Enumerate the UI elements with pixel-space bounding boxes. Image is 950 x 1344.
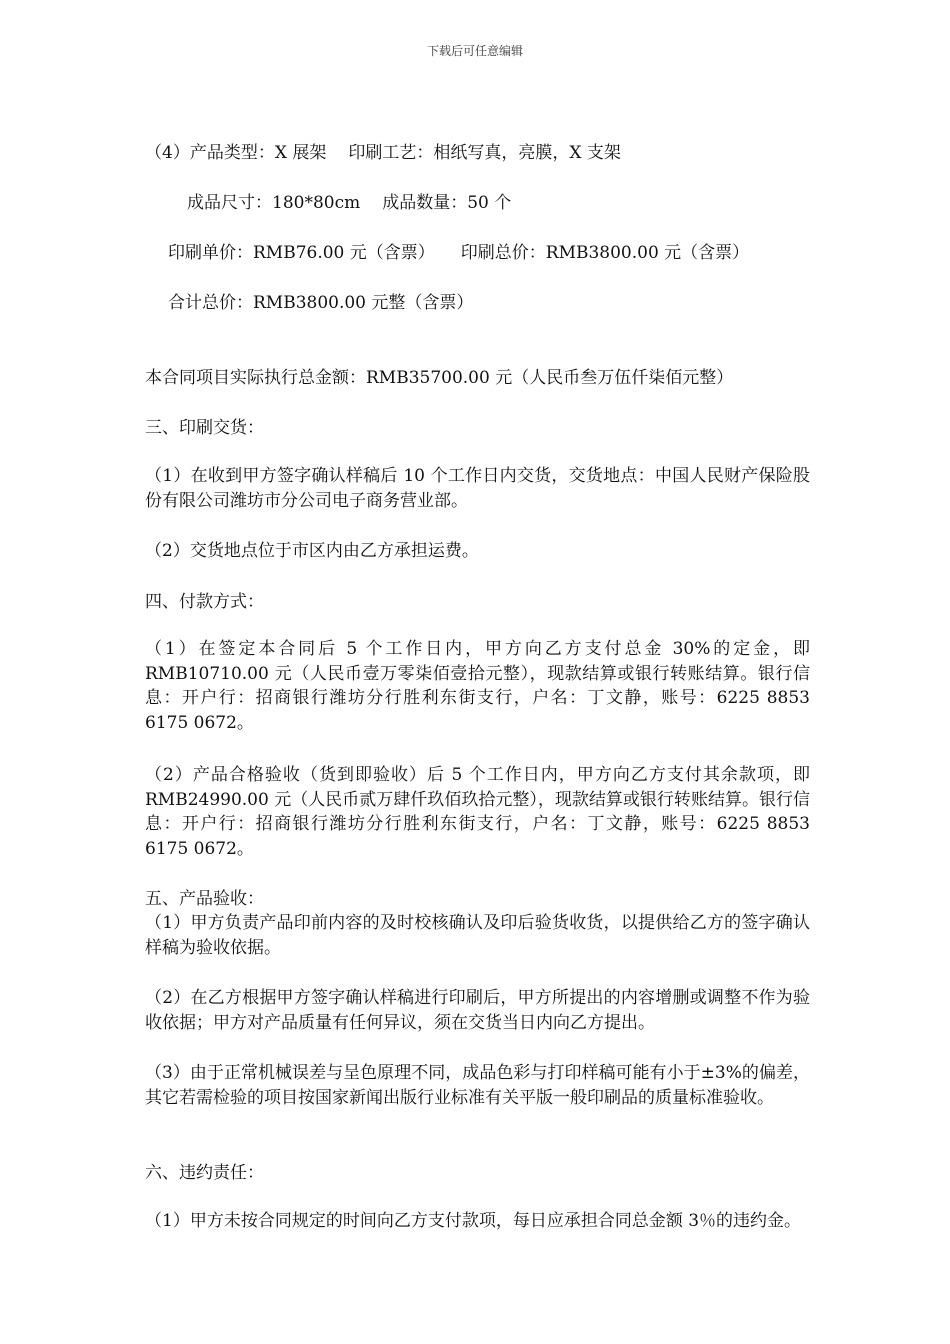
section5-p2: （2）在乙方根据甲方签字确认样稿进行印刷后，甲方所提出的内容增删或调整不作为验收依据；甲方对产品质量有任何异议，须在交货当日内向乙方提出。 <box>145 988 810 1033</box>
section5-p3: （3）由于正常机械误差与呈色原理不同，成品色彩与打印样稿可能有小于±3%的偏差，其它若需检验的项目按国家新闻出版行业标准有关平版一般印刷品的质量标准验收。 <box>145 1063 810 1108</box>
unit-price: 印刷单价：RMB76.00 元（含票） <box>168 243 435 263</box>
product-size: 成品尺寸：180*80cm <box>187 193 361 213</box>
page-header: 下载后可任意编辑 <box>426 44 523 58</box>
product4-sum-line: 合计总价：RMB3800.00 元整（含票） <box>168 293 474 313</box>
section3-p2: （2）交货地点位于市区内由乙方承担运费。 <box>145 541 479 561</box>
product4-price-line <box>168 241 838 266</box>
product-qty: 成品数量：50 个 <box>382 193 512 213</box>
product4-size-line <box>187 191 857 216</box>
section3-p1: （1）在收到甲方签字确认样稿后 10 个工作日内交货，交货地点：中国人民财产保险股份有限公司潍坊市分公司电子商务营业部。 <box>145 466 810 511</box>
product-type: （4）产品类型：X 展架 <box>145 143 327 163</box>
total-price: 印刷总价：RMB3800.00 元（含票） <box>460 243 750 263</box>
section4-p2: （2）产品合格验收（货到即验收）后 5 个工作日内，甲方向乙方支付其余款项，即 RMB24990.00 元（人民币贰万肆仟玖佰玖拾元整），现款结算或银行转账结算。银行信息：开户行：招商银行潍坊分行胜利东街支行，户名：丁文静，账号：6225 8853 6175 0672。 <box>145 765 810 859</box>
section6-title: 六、违约责任： <box>145 1163 264 1183</box>
product4-type-line <box>145 141 815 166</box>
section3-title: 三、印刷交货： <box>145 418 264 438</box>
print-process: 印刷工艺：相纸写真，亮膜，X 支架 <box>348 143 621 163</box>
section5-p1: （1）甲方负责产品印前内容的及时校核确认及印后验货收货，以提供给乙方的签字确认样稿为验收依据。 <box>145 913 810 958</box>
section6-p1: （1）甲方未按合同规定的时间向乙方支付款项，每日应承担合同总金额 3％的违约金。 <box>145 1211 802 1231</box>
section4-title: 四、付款方式： <box>145 592 264 612</box>
section5-title: 五、产品验收： <box>145 889 264 909</box>
contract-total-amount: 本合同项目实际执行总金额：RMB35700.00 元（人民币叁万伍仟柒佰元整） <box>145 368 734 388</box>
section4-p1: （1）在签定本合同后 5 个工作日内，甲方向乙方支付总金 30%的定金，即 RMB10710.00 元（人民币壹万零柒佰壹拾元整），现款结算或银行转账结算。银行信息：开户行：招商银行潍坊分行胜利东街支行，户名：丁文静，账号：6225 8853 6175 0672。 <box>145 639 810 733</box>
